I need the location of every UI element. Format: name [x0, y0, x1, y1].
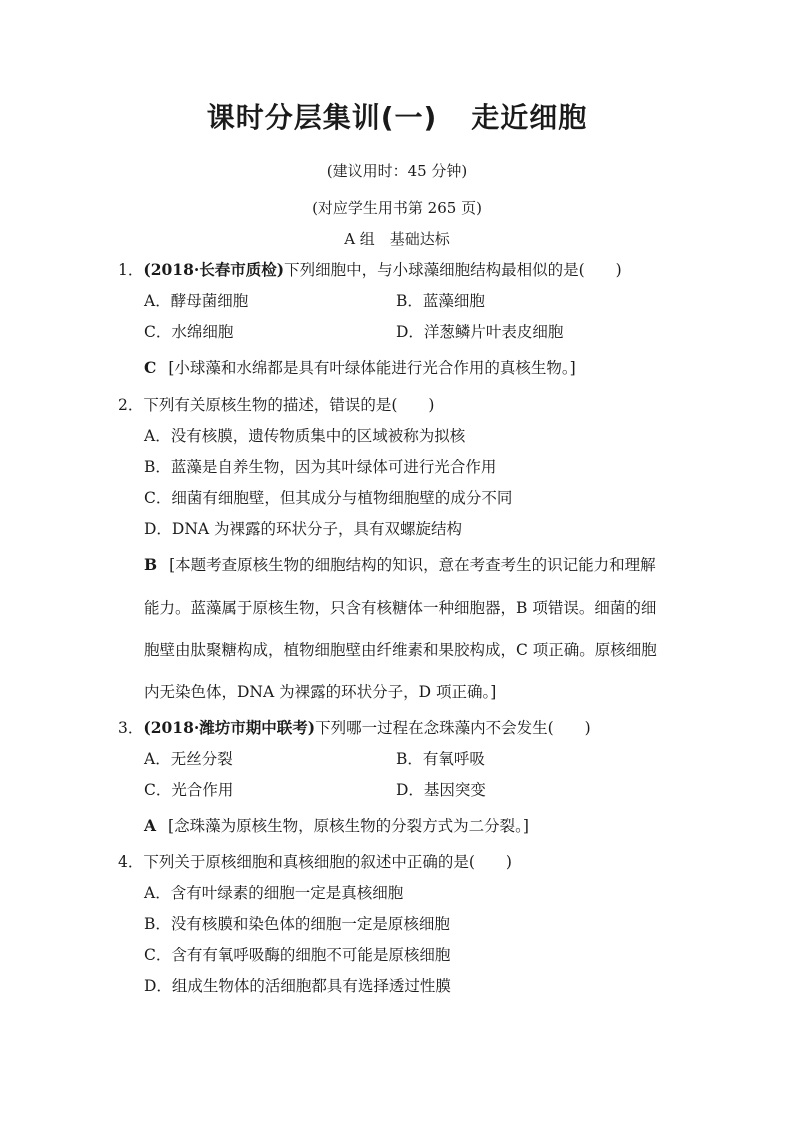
question-number: 2．: [118, 396, 144, 414]
title-main: 课时分层集训(一): [206, 101, 438, 134]
question-source: (2018·长春市质检): [143, 260, 285, 279]
question-source: (2018·潍坊市期中联考): [143, 718, 316, 737]
q3-option-b: B．有氧呼吸: [396, 750, 485, 768]
q1-option-c: C．水绵细胞: [144, 323, 234, 341]
question-3-stem: [118, 716, 591, 738]
question-number: 4．: [118, 853, 144, 871]
q3-option-a: A．无丝分裂: [144, 750, 233, 768]
question-1-stem: [118, 258, 622, 280]
q1-option-a: A．酵母菌细胞: [144, 292, 249, 310]
q2-explanation-line-2: 能力。蓝藻属于原核生物，只含有核糖体一种细胞器，B 项错误。细菌的细: [144, 599, 657, 617]
q2-option-b: B．蓝藻是自养生物，因为其叶绿体可进行光合作用: [144, 458, 497, 476]
q3-option-c: C．光合作用: [144, 781, 234, 799]
q1-answer: [144, 356, 576, 378]
q2-option-a: A．没有核膜，遗传物质集中的区域被称为拟核: [144, 427, 466, 445]
q4-option-d: D．组成生物体的活细胞都具有选择透过性膜: [144, 977, 451, 995]
q2-option-c: C．细菌有细胞壁，但其成分与植物细胞壁的成分不同: [144, 489, 513, 507]
question-text: 下列哪一过程在念珠藻内不会发生( ): [315, 719, 591, 737]
title-sub: 走近细胞: [471, 101, 588, 134]
answer-letter: C: [144, 358, 157, 377]
q1-option-d: D．洋葱鳞片叶表皮细胞: [396, 323, 564, 341]
group-label: A 组 基础达标: [344, 230, 450, 248]
q1-option-b: B．蓝藻细胞: [396, 292, 485, 310]
question-2-stem: [118, 393, 434, 415]
book-reference: (对应学生用书第 265 页): [312, 199, 482, 217]
q2-answer: [144, 553, 656, 575]
answer-explanation: [念珠藻为原核生物，原核生物的分裂方式为二分裂。]: [168, 817, 529, 835]
question-number: 3．: [118, 719, 144, 737]
q3-answer: [144, 814, 529, 836]
question-text: 下列关于原核细胞和真核细胞的叙述中正确的是( ): [143, 853, 512, 871]
q4-option-b: B．没有核膜和染色体的细胞一定是原核细胞: [144, 915, 450, 933]
answer-letter: A: [144, 816, 157, 835]
question-text: 下列细胞中，与小球藻细胞结构最相似的是( ): [284, 261, 622, 279]
q3-option-d: D．基因突变: [396, 781, 486, 799]
q4-option-c: C．含有有氧呼吸酶的细胞不可能是原核细胞: [144, 946, 451, 964]
question-text: 下列有关原核生物的描述，错误的是( ): [143, 396, 435, 414]
q2-option-d: D．DNA 为裸露的环状分子，具有双螺旋结构: [144, 520, 463, 538]
question-4-stem: [118, 850, 512, 872]
q4-option-a: A．含有叶绿素的细胞一定是真核细胞: [144, 884, 404, 902]
question-number: 1．: [118, 261, 144, 279]
q2-explanation-line-4: 内无染色体，DNA 为裸露的环状分子，D 项正确。]: [144, 683, 497, 701]
answer-explanation-line-1: [本题考查原核生物的细胞结构的知识，意在考查考生的识记能力和理解: [169, 556, 656, 574]
answer-explanation: [小球藻和水绵都是具有叶绿体能进行光合作用的真核生物。]: [168, 359, 576, 377]
page-title: [0, 96, 794, 136]
q2-explanation-line-3: 胞壁由肽聚糖构成，植物细胞壁由纤维素和果胶构成，C 项正确。原核细胞: [144, 641, 657, 659]
time-hint: (建议用时：45 分钟): [326, 162, 468, 180]
answer-letter: B: [144, 555, 158, 574]
